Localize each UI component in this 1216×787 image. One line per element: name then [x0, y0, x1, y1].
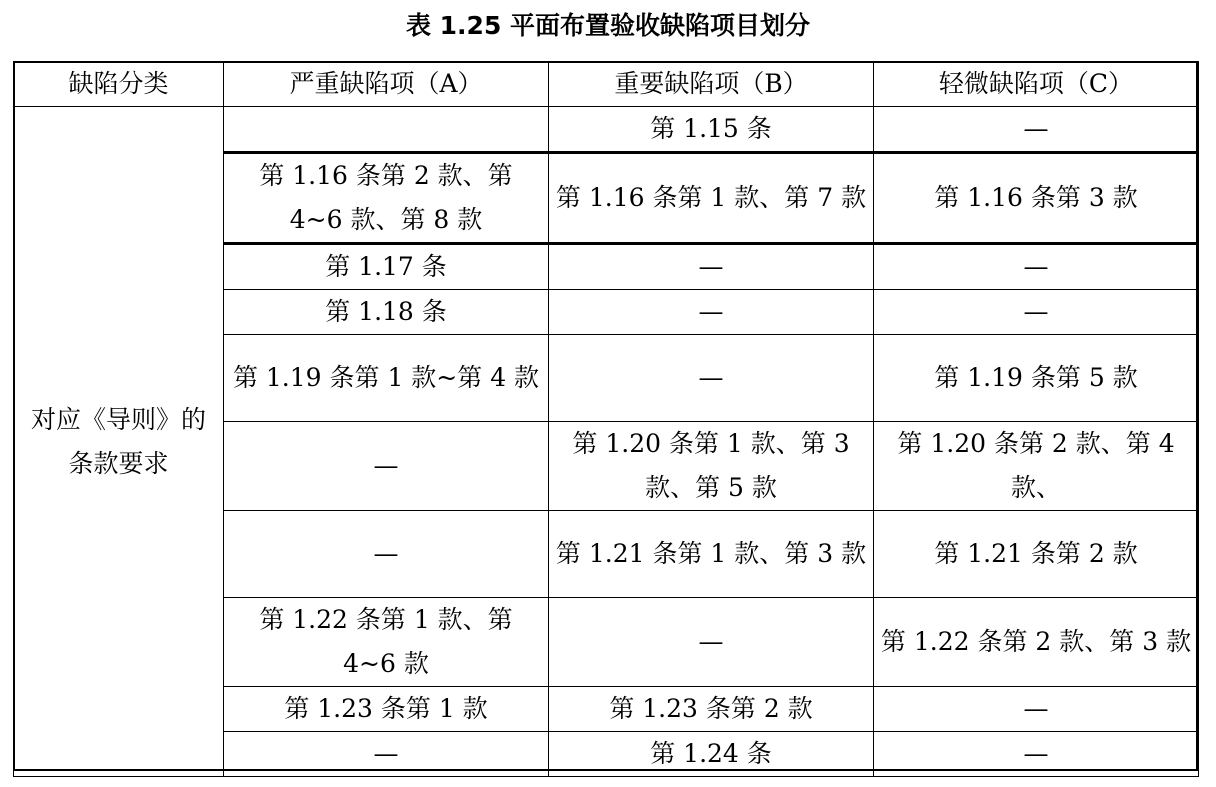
defect-classification-table — [13, 61, 1199, 777]
minor-cell: 第 1.19 条第 5 款 — [874, 335, 1199, 422]
category-label: 对应《导则》的条款要求 — [30, 404, 206, 478]
major-cell: 第 1.20 条第 1 款、第 3 款、第 5 款 — [549, 422, 874, 511]
major-cell: 第 1.21 条第 1 款、第 3 款 — [549, 511, 874, 598]
category-cell — [14, 107, 224, 777]
header-major-defect: 重要缺陷项（B） — [549, 62, 874, 107]
severe-cell — [224, 107, 549, 153]
minor-cell: — — [874, 244, 1199, 290]
minor-cell: — — [874, 290, 1199, 335]
header-defect-category: 缺陷分类 — [14, 62, 224, 107]
major-cell: 第 1.24 条 — [549, 732, 874, 777]
severe-cell: 第 1.16 条第 2 款、第 4~6 款、第 8 款 — [224, 153, 549, 244]
severe-cell: 第 1.17 条 — [224, 244, 549, 290]
severe-cell: — — [224, 511, 549, 598]
minor-cell: — — [874, 732, 1199, 777]
major-cell: 第 1.15 条 — [549, 107, 874, 153]
severe-cell: — — [224, 422, 549, 511]
minor-cell: 第 1.22 条第 2 款、第 3 款 — [874, 598, 1199, 687]
table-row — [14, 107, 1199, 153]
header-minor-defect: 轻微缺陷项（C） — [874, 62, 1199, 107]
header-severe-defect: 严重缺陷项（A） — [224, 62, 549, 107]
major-cell: 第 1.23 条第 2 款 — [549, 687, 874, 732]
major-cell: 第 1.16 条第 1 款、第 7 款 — [549, 153, 874, 244]
table-header-row — [14, 62, 1199, 107]
table-caption: 表 1.25 平面布置验收缺陷项目划分 — [405, 11, 811, 40]
minor-cell: — — [874, 687, 1199, 732]
minor-cell: 第 1.20 条第 2 款、第 4 款、 — [874, 422, 1199, 511]
major-cell: — — [549, 335, 874, 422]
minor-cell: 第 1.21 条第 2 款 — [874, 511, 1199, 598]
severe-cell: 第 1.23 条第 1 款 — [224, 687, 549, 732]
major-cell: — — [549, 244, 874, 290]
severe-cell: 第 1.22 条第 1 款、第 4~6 款 — [224, 598, 549, 687]
minor-cell: 第 1.16 条第 3 款 — [874, 153, 1199, 244]
severe-cell: — — [224, 732, 549, 777]
major-cell: — — [549, 598, 874, 687]
severe-cell: 第 1.18 条 — [224, 290, 549, 335]
severe-cell: 第 1.19 条第 1 款~第 4 款 — [224, 335, 549, 422]
major-cell: — — [549, 290, 874, 335]
minor-cell: — — [874, 107, 1199, 153]
